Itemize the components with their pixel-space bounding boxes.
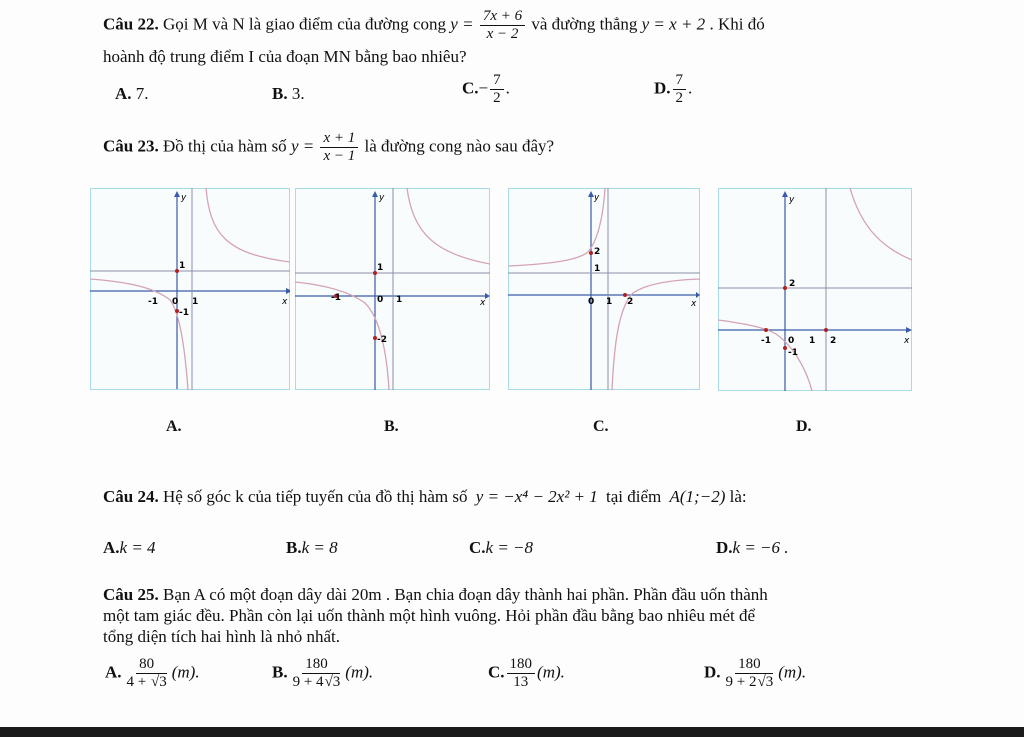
sqrt-term: √3 xyxy=(757,674,774,690)
q25-option-b xyxy=(272,656,373,691)
graph-b-letter: B. xyxy=(384,418,399,435)
q23-line1 xyxy=(103,130,554,165)
frac-num: 180 xyxy=(735,656,764,674)
q24-text1: Hệ số góc k của tiếp tuyến của đồ thị hàm số xyxy=(162,487,468,506)
q25-option-a xyxy=(105,656,200,691)
q22-text3: . Khi đó xyxy=(709,14,765,34)
option-letter: D. xyxy=(716,538,733,557)
option-value: 7. xyxy=(135,84,149,103)
tick-label: 1 xyxy=(809,336,816,346)
axis-label-y: y xyxy=(594,193,600,203)
option-letter: A. xyxy=(115,84,132,103)
option-letter: D. xyxy=(654,78,671,98)
option-fraction xyxy=(507,656,536,691)
q23-frac-den: x − 1 xyxy=(323,148,356,164)
q23-label: Câu 23. xyxy=(103,136,159,156)
option-value: k = 8 xyxy=(301,538,338,557)
option-fraction xyxy=(290,656,344,691)
option-letter: C. xyxy=(488,662,505,682)
q25-option-c xyxy=(488,656,565,691)
graph-c-letter: C. xyxy=(593,418,609,435)
q24-function: y = −x⁴ − 2x² + 1 xyxy=(475,487,598,506)
frac-den: 9 + 2 xyxy=(725,674,757,690)
option-fraction xyxy=(723,656,777,691)
q22-line-eq: y = x + 2 xyxy=(641,14,706,34)
graph-frame xyxy=(509,189,700,390)
option-letter: B. xyxy=(286,538,302,557)
frac-num: 7 xyxy=(673,72,687,90)
tick-label: 0 xyxy=(377,295,384,305)
tick-label: -1 xyxy=(331,293,341,303)
point-x-neg1 xyxy=(764,328,768,332)
frac-den: 9 + 4 xyxy=(292,674,324,690)
graph-a-letter: A. xyxy=(166,418,182,435)
q22-text1: Gọi M và N là giao điểm của đường cong xyxy=(162,14,447,34)
q22-text2: và đường thẳng xyxy=(531,14,638,34)
q22-line1 xyxy=(103,8,765,43)
option-tail: (m). xyxy=(171,662,200,682)
q24-option-a xyxy=(103,538,156,558)
tick-label: -1 xyxy=(788,348,798,358)
q23-y-eq: y = xyxy=(290,136,315,156)
q22-y-eq: y = xyxy=(450,14,474,34)
q22-frac-den: x − 2 xyxy=(486,26,519,42)
q22-fraction xyxy=(480,8,525,43)
tick-label: -2 xyxy=(377,335,387,345)
q24-option-c xyxy=(469,538,533,558)
graph-d xyxy=(718,188,912,391)
graph-c xyxy=(508,188,700,390)
option-value: k = −8 xyxy=(485,538,534,557)
bottom-frame-edge xyxy=(0,727,1024,737)
tick-label: 2 xyxy=(830,336,837,346)
q25-option-d xyxy=(704,656,806,691)
q25-line1 xyxy=(103,585,768,605)
q24-text3: là: xyxy=(729,487,747,506)
frac-den: 4 + xyxy=(126,674,150,690)
option-tail: . xyxy=(688,78,693,98)
option-letter: C. xyxy=(469,538,486,557)
tick-label: -1 xyxy=(761,336,771,346)
option-fraction xyxy=(490,72,504,107)
q23-text1: Đồ thị của hàm số xyxy=(162,136,287,156)
option-value: k = −6 . xyxy=(732,538,789,557)
tick-label: 1 xyxy=(179,261,186,271)
q23-fraction xyxy=(320,130,358,165)
axis-label-x: x xyxy=(904,336,910,346)
frac-den: 2 xyxy=(675,90,684,106)
q22-option-c xyxy=(462,72,510,107)
graph-a xyxy=(90,188,290,390)
axis-label-y: y xyxy=(379,193,385,203)
option-letter: B. xyxy=(272,84,288,103)
tick-label: 2 xyxy=(594,247,601,257)
axis-label-x: x xyxy=(480,298,486,308)
option-letter: A. xyxy=(105,662,122,682)
q24-point: A(1;−2) xyxy=(669,487,726,506)
q22-frac-num: 7x + 6 xyxy=(480,8,525,26)
tick-label: 1 xyxy=(192,297,199,307)
option-letter: D. xyxy=(704,662,721,682)
option-tail: (m). xyxy=(345,662,374,682)
frac-den: 2 xyxy=(493,90,501,106)
axis-label-x: x xyxy=(282,297,288,307)
tick-label: 0 xyxy=(788,336,795,346)
option-tail: . xyxy=(505,78,510,98)
frac-num: 180 xyxy=(302,656,331,674)
q25-line2: một tam giác đều. Phần còn lại uốn thành một hình vuông. Hỏi phần đầu bằng bao nhiêu mét để xyxy=(103,606,756,625)
q25-line3: tổng diện tích hai hình là nhỏ nhất. xyxy=(103,627,341,646)
option-tail: (m). xyxy=(537,662,565,682)
tick-label: 1 xyxy=(594,264,601,274)
option-letter: A. xyxy=(103,538,120,557)
frac-num: 80 xyxy=(136,656,157,674)
graph-d-letter: D. xyxy=(796,418,812,435)
graph-b xyxy=(295,188,490,390)
tick-label: -1 xyxy=(148,297,158,307)
sqrt-term: √3 xyxy=(151,674,167,690)
q23-text2: là đường cong nào sau đây? xyxy=(364,136,555,156)
q22-option-d xyxy=(654,72,692,107)
axis-label-y: y xyxy=(789,195,795,205)
q25-text1: Bạn A có một đoạn dây dài 20m . Bạn chia đoạn dây thành hai phần. Phần đầu uốn thành xyxy=(162,585,768,604)
tick-label: 1 xyxy=(396,295,403,305)
q24-option-b xyxy=(286,538,338,558)
graph-frame xyxy=(91,189,290,390)
option-fraction xyxy=(124,656,170,691)
option-letter: B. xyxy=(272,662,288,682)
q22-option-a xyxy=(115,84,149,104)
tick-label: 0 xyxy=(588,297,595,307)
q24-text2: tại điểm xyxy=(606,487,662,506)
sqrt-term: √3 xyxy=(324,674,341,690)
q24-line1 xyxy=(103,487,747,507)
point-x2 xyxy=(824,328,828,332)
q22-option-b xyxy=(272,84,305,104)
q25-label: Câu 25. xyxy=(103,585,159,604)
tick-label: 1 xyxy=(606,297,613,307)
axis-label-y: y xyxy=(181,193,187,203)
graph-frame xyxy=(719,189,912,391)
q23-frac-num: x + 1 xyxy=(320,130,358,148)
point-y2 xyxy=(589,251,593,255)
frac-num: 7 xyxy=(490,72,504,90)
option-fraction xyxy=(673,72,687,107)
option-sign: − xyxy=(478,78,489,98)
point-y-neg1 xyxy=(783,346,787,350)
option-value: 3. xyxy=(291,84,305,103)
tick-label: -1 xyxy=(179,308,189,318)
tick-label: 2 xyxy=(627,297,634,307)
frac-den: 13 xyxy=(513,674,529,690)
tick-label: 1 xyxy=(377,263,384,273)
q22-line2: hoành độ trung điểm I của đoạn MN bằng bao nhiêu? xyxy=(103,47,467,66)
frac-num: 180 xyxy=(507,656,536,674)
option-letter: C. xyxy=(462,78,479,98)
q22-label: Câu 22. xyxy=(103,14,159,34)
q24-option-d xyxy=(716,538,789,558)
point-y2 xyxy=(783,286,787,290)
tick-label: 0 xyxy=(172,297,179,307)
option-value: k = 4 xyxy=(119,538,156,557)
tick-label: 2 xyxy=(789,279,796,289)
axis-label-x: x xyxy=(691,299,697,309)
option-tail: (m). xyxy=(778,662,807,682)
q24-label: Câu 24. xyxy=(103,487,159,506)
